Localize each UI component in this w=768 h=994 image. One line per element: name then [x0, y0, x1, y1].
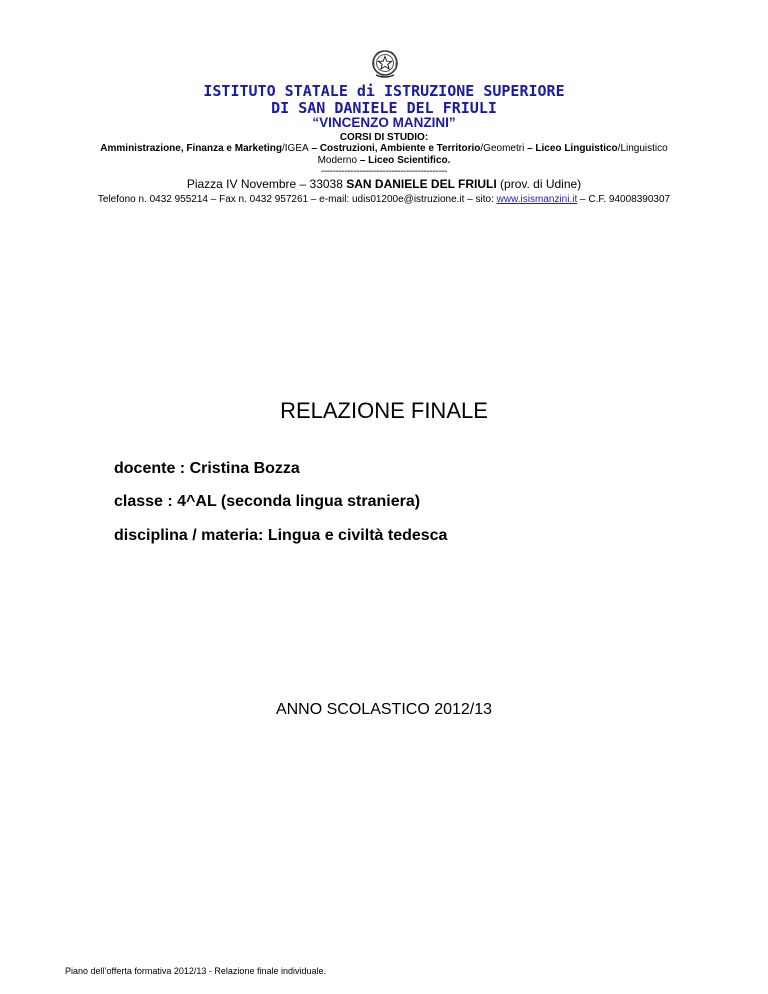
address-line — [0, 177, 768, 191]
institute-name-line1: ISTITUTO STATALE di ISTRUZIONE SUPERIORE — [203, 82, 565, 100]
address-street: Piazza IV Novembre – 33038 — [186, 177, 347, 191]
courses-label: CORSI DI STUDIO: — [339, 132, 429, 143]
course-afm-old: IGEA — [284, 143, 309, 154]
course-cat: Costruzioni, Ambiente e Territorio — [319, 143, 481, 154]
institute-name-line2: DI SAN DANIELE DEL FRIULI — [271, 99, 497, 117]
website-link[interactable]: www.isismanzini.it — [496, 194, 578, 205]
contacts-line — [0, 194, 768, 205]
info-disciplina: disciplina / materia: Lingua e civiltà tedesca — [114, 527, 448, 544]
course-ling-old-a: Linguistico — [620, 143, 668, 154]
course-ling-old-b: Moderno — [317, 155, 358, 166]
courses-line1: Amministrazione, Finanza e Marketing/IGEA – Costruzioni, Ambiente e Territorio/Geometri – Liceo Linguistico/Linguistico — [100, 143, 668, 154]
course-ling: Liceo Linguistico — [535, 143, 618, 154]
italian-republic-emblem-icon — [370, 48, 400, 80]
contacts-suffix: – C.F. 94008390307 — [577, 194, 671, 205]
page-footer: Piano dell’offerta formativa 2012/13 - Relazione finale individuale. — [65, 966, 326, 976]
info-classe: classe : 4^AL (seconda lingua straniera) — [114, 493, 421, 510]
address-city: SAN DANIELE DEL FRIULI — [346, 177, 497, 191]
separator-line: ------------------------------------------- — [321, 166, 447, 177]
institute-name-line3: “VINCENZO MANZINI” — [312, 115, 456, 130]
school-year: ANNO SCOLASTICO 2012/13 — [275, 701, 493, 718]
course-cat-old: Geometri — [483, 143, 525, 154]
courses-line2: Moderno – Liceo Scientifico. — [317, 155, 451, 166]
document-title: RELAZIONE FINALE — [280, 398, 488, 423]
address-province: (prov. di Udine) — [496, 177, 582, 191]
course-afm: Amministrazione, Finanza e Marketing — [100, 143, 282, 154]
info-docente: docente : Cristina Bozza — [114, 460, 300, 477]
course-sci: Liceo Scientifico. — [368, 155, 451, 166]
contacts-prefix: Telefono n. 0432 955214 – Fax n. 0432 957261 – e-mail: udis01200e@istruzione.it – sito: — [97, 194, 497, 205]
